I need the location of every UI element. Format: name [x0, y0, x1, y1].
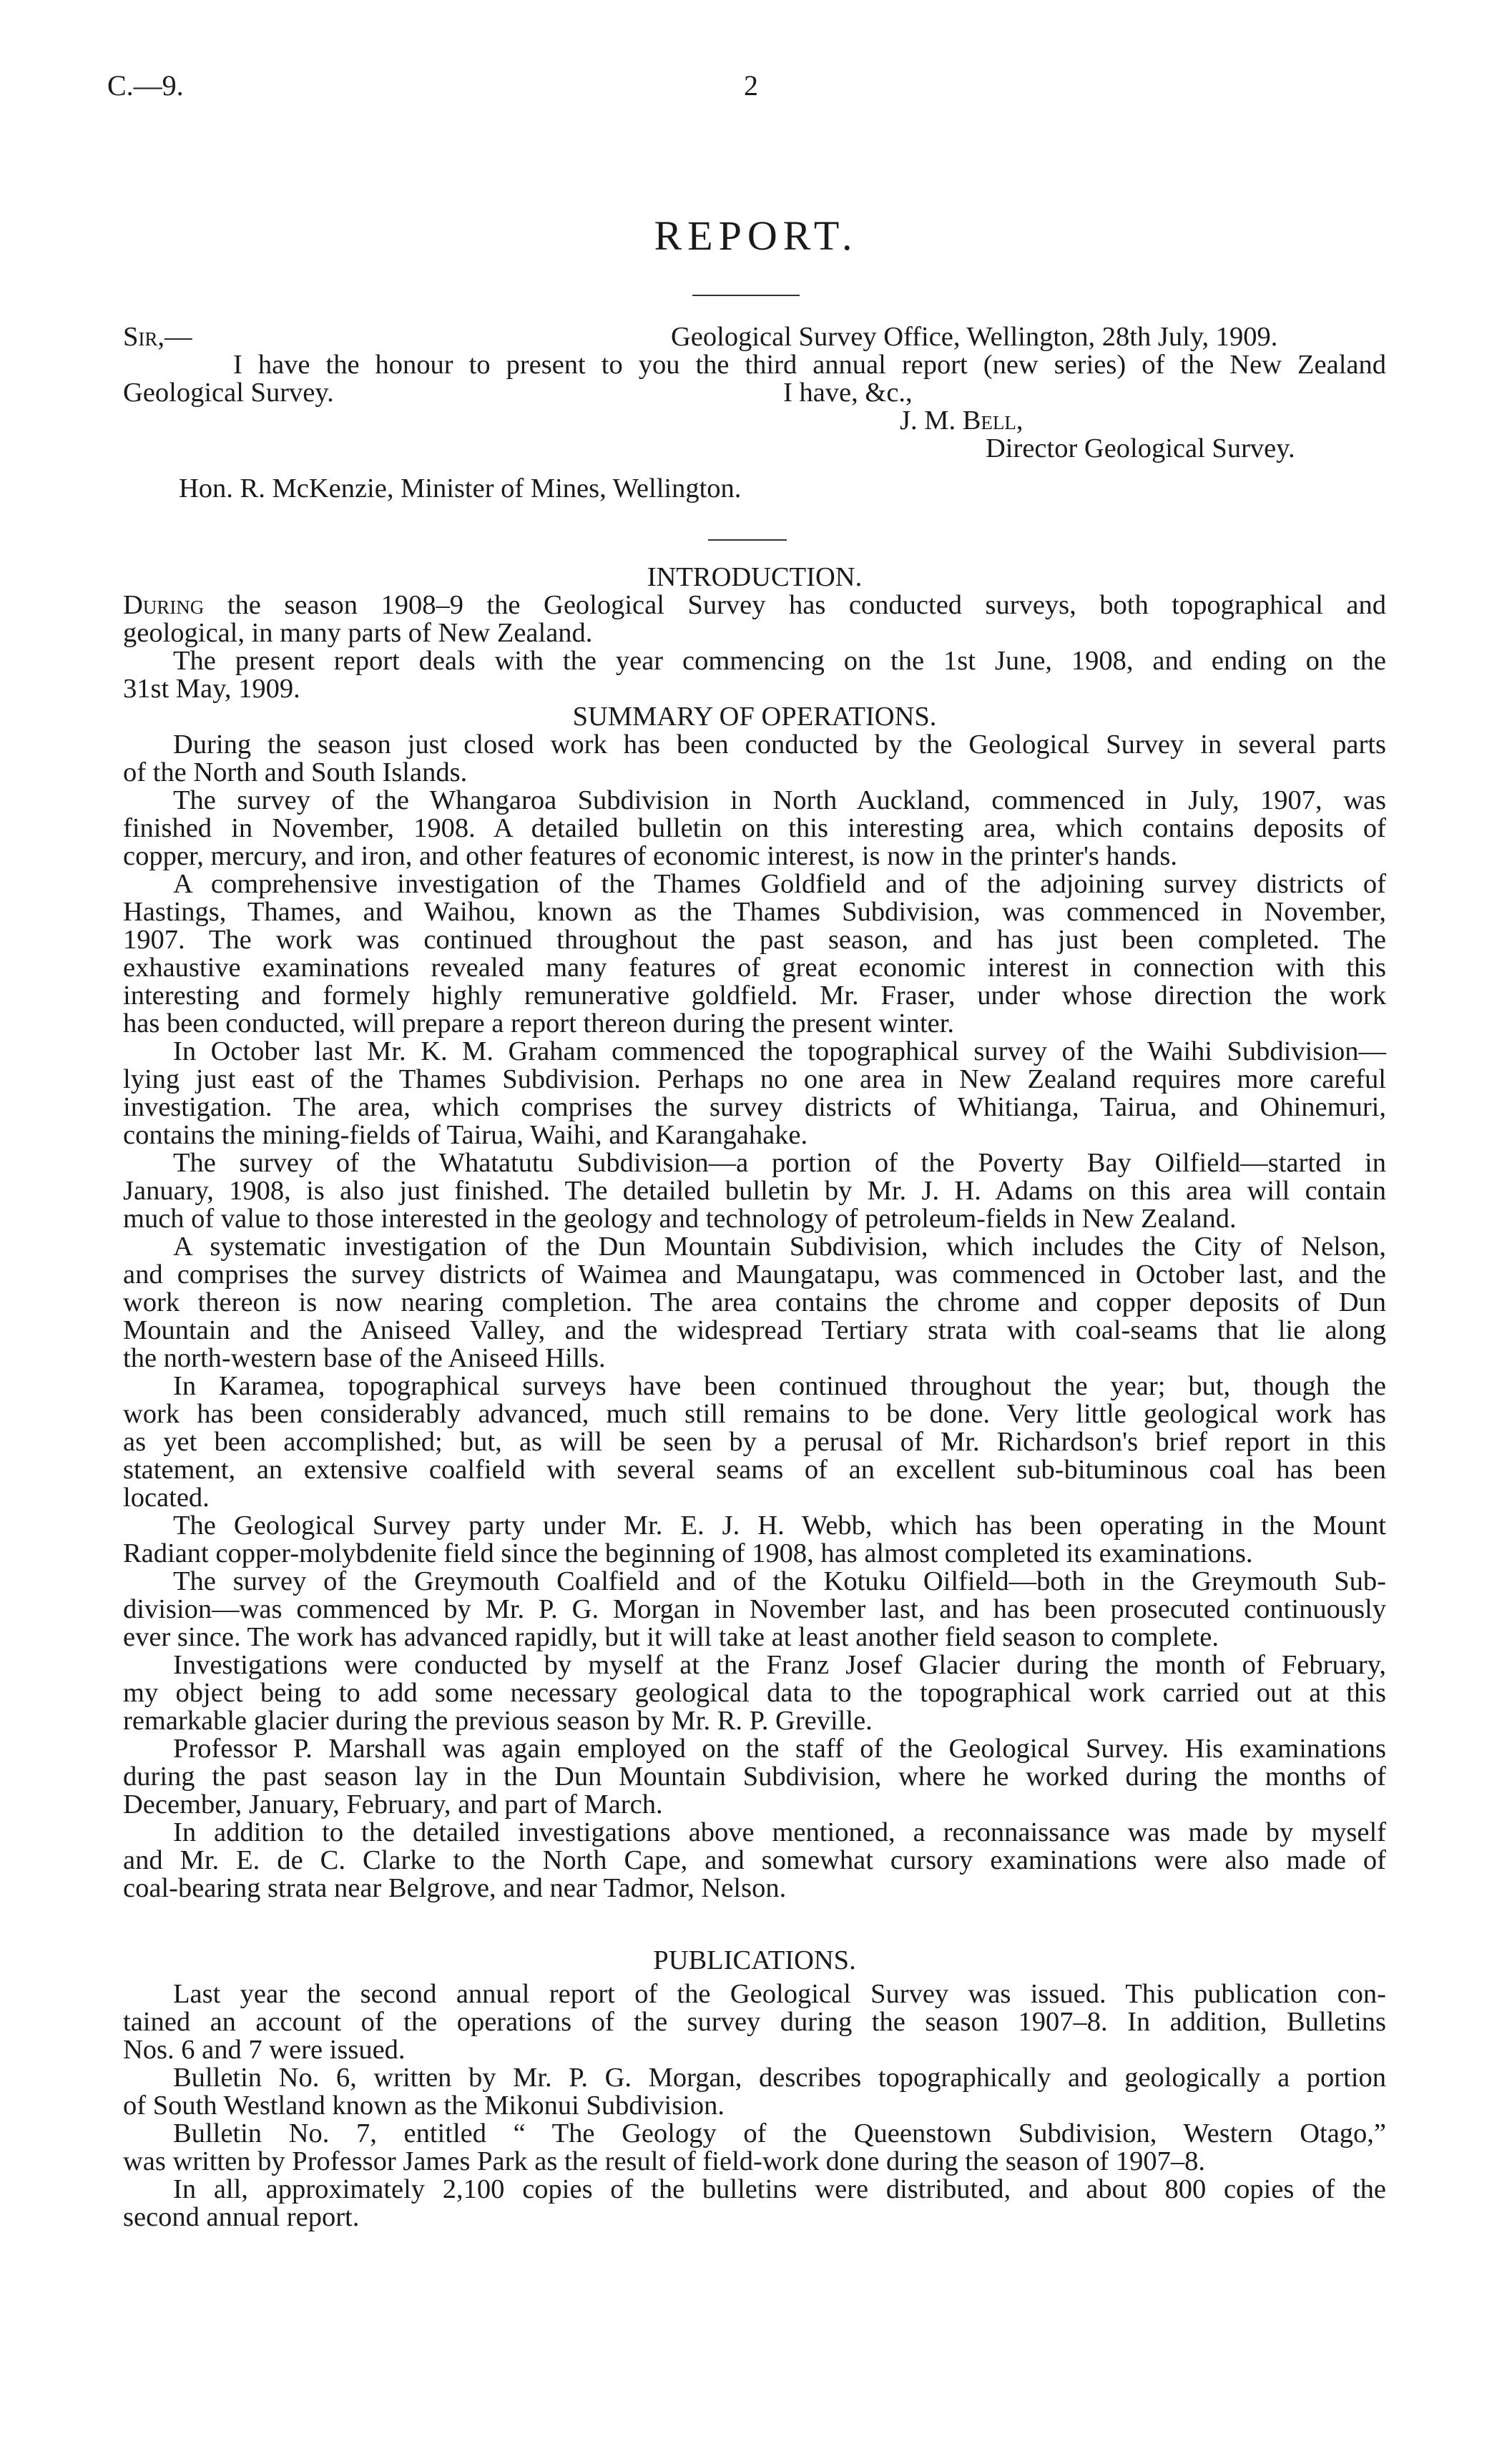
- text-line: Mountain and the Aniseed Valley, and the widespread Tertiary strata with coal-seams that lie along: [123, 1315, 1386, 1345]
- text-line: contains the mining-fields of Tairua, Waihi, and Karangahake.: [123, 1120, 808, 1150]
- text-line: The survey of the Greymouth Coalfield and of the Kotuku Oilfield—both in the Greymouth Sub-: [173, 1566, 1386, 1596]
- text-line: 1907. The work was continued throughout the past season, and has just been completed. The: [123, 925, 1386, 955]
- text-line: much of value to those interested in the geology and technology of petroleum-fields in New Zealand.: [123, 1204, 1237, 1234]
- summary-heading: SUMMARY OF OPERATIONS.: [572, 702, 937, 732]
- letter-closing: I have, &c.,: [783, 378, 913, 408]
- text-line: and Mr. E. de C. Clarke to the North Cape, and somewhat cursory examinations were also made of: [123, 1845, 1386, 1875]
- page-number: 2: [744, 69, 758, 102]
- text-line: statement, an extensive coalfield with several seams of an excellent sub-bituminous coal has been: [123, 1455, 1386, 1485]
- report-body: [123, 564, 1386, 2231]
- report-reference: C.—9.: [107, 69, 184, 102]
- text-line: The survey of the Whangaroa Subdivision in North Auckland, commenced in July, 1907, was: [173, 785, 1386, 815]
- text-line: my object being to add some necessary geological data to the topographical work carried out at this: [123, 1678, 1386, 1708]
- text-line: exhaustive examinations revealed many features of great economic interest in connection with this: [123, 953, 1386, 983]
- publications-heading: PUBLICATIONS.: [653, 1945, 856, 1975]
- text-line: During the season 1908–9 the Geological Survey has conducted surveys, both topographical and: [123, 590, 1386, 620]
- summary-lines: [123, 731, 1386, 1902]
- text-line: remarkable glacier during the previous season by Mr. R. P. Greville.: [123, 1706, 873, 1736]
- text-line: work has been considerably advanced, much still remains to be done. Very little geological work has: [123, 1399, 1386, 1429]
- text-line: of the North and South Islands.: [123, 757, 468, 787]
- text-line: In Karamea, topographical surveys have been continued throughout the year; but, though the: [173, 1371, 1386, 1401]
- text-line: has been conducted, will prepare a report thereon during the present winter.: [123, 1008, 955, 1038]
- text-line: of South Westland known as the Mikonui Subdivision.: [123, 2091, 725, 2121]
- letter-divider: [708, 539, 787, 541]
- title-divider: [692, 295, 800, 296]
- text-line: ever since. The work has advanced rapidly, but it will take at least another field season to complete.: [123, 1622, 1219, 1652]
- letter-salutation: Sir,—: [123, 322, 192, 352]
- letter-body-line-2: Geological Survey.: [123, 378, 334, 408]
- letter-body-line-1: I have the honour to present to you the third annual report (new series) of the New Zealand: [233, 350, 1386, 380]
- text-line: and comprises the survey districts of Waimea and Maungatapu, was commenced in October last, and the: [123, 1259, 1386, 1290]
- letter-dateline: Geological Survey Office, Wellington, 28th July, 1909.: [671, 322, 1278, 352]
- text-line: A comprehensive investigation of the Thames Goldfield and of the adjoining survey districts of: [173, 869, 1386, 899]
- publications-lines: [123, 1980, 1386, 2231]
- letter-signatory: J. M. Bell,: [900, 406, 1023, 436]
- text-line: The Geological Survey party under Mr. E. J. H. Webb, which has been operating in the Mount: [173, 1511, 1386, 1541]
- report-title: REPORT.: [654, 212, 858, 259]
- text-line: 31st May, 1909.: [123, 674, 300, 704]
- text-line: Professor P. Marshall was again employed on the staff of the Geological Survey. His examinations: [173, 1734, 1386, 1764]
- text-line: division—was commenced by Mr. P. G. Morgan in November last, and has been prosecuted continuously: [123, 1594, 1386, 1624]
- text-line: A systematic investigation of the Dun Mountain Subdivision, which includes the City of Nelson,: [173, 1232, 1386, 1262]
- text-line: interesting and formely highly remunerative goldfield. Mr. Fraser, under whose direction the work: [123, 981, 1386, 1011]
- text-line: the north-western base of the Aniseed Hills.: [123, 1343, 606, 1373]
- text-line: January, 1908, is also just finished. The detailed bulletin by Mr. J. H. Adams on this area will contain: [123, 1176, 1386, 1206]
- text-line: finished in November, 1908. A detailed bulletin on this interesting area, which contains deposits of: [123, 813, 1386, 843]
- letter-addressee: Hon. R. McKenzie, Minister of Mines, Wellington.: [179, 473, 742, 504]
- text-line: investigation. The area, which comprises the survey districts of Whitianga, Tairua, and Ohinemuri,: [123, 1092, 1386, 1122]
- text-line: second annual report.: [123, 2202, 360, 2232]
- text-line: In all, approximately 2,100 copies of the bulletins were distributed, and about 800 copies of the: [173, 2174, 1386, 2204]
- text-line: Nos. 6 and 7 were issued.: [123, 2035, 406, 2065]
- text-line: lying just east of the Thames Subdivision. Perhaps no one area in New Zealand requires more careful: [123, 1064, 1386, 1094]
- introduction-heading: INTRODUCTION.: [647, 562, 863, 592]
- text-line: During the season just closed work has been conducted by the Geological Survey in several parts: [173, 730, 1386, 760]
- text-line: geological, in many parts of New Zealand.: [123, 618, 593, 648]
- text-line: coal-bearing strata near Belgrove, and near Tadmor, Nelson.: [123, 1873, 787, 1903]
- text-line: located.: [123, 1483, 210, 1513]
- text-line: during the past season lay in the Dun Mountain Subdivision, where he worked during the months of: [123, 1762, 1386, 1792]
- text-line: Last year the second annual report of the Geological Survey was issued. This publication con-: [173, 1979, 1386, 2009]
- text-line: was written by Professor James Park as the result of field-work done during the season of 1907–8.: [123, 2146, 1205, 2176]
- text-line: work thereon is now nearing completion. The area contains the chrome and copper deposits of Dun: [123, 1287, 1386, 1317]
- text-line: In October last Mr. K. M. Graham commenced the topographical survey of the Waihi Subdivision—: [173, 1036, 1386, 1066]
- text-line: tained an account of the operations of the survey during the season 1907–8. In addition, Bulletins: [123, 2007, 1386, 2037]
- text-line: Bulletin No. 6, written by Mr. P. G. Morgan, describes topographically and geologically a portion: [173, 2063, 1386, 2093]
- text-line: as yet been accomplished; but, as will be seen by a perusal of Mr. Richardson's brief report in this: [123, 1427, 1386, 1457]
- text-line: In addition to the detailed investigations above mentioned, a reconnaissance was made by myself: [173, 1817, 1386, 1847]
- text-line: Radiant copper-molybdenite field since the beginning of 1908, has almost completed its examinations.: [123, 1538, 1253, 1568]
- text-line-rest: the season 1908–9 the Geological Survey has conducted surveys, both topographical and: [227, 590, 1386, 620]
- text-line: The survey of the Whatatutu Subdivision—a portion of the Poverty Bay Oilfield—started in: [173, 1148, 1386, 1178]
- text-line: copper, mercury, and iron, and other features of economic interest, is now in the printer's hands.: [123, 841, 1177, 871]
- letter-signatory-title: Director Geological Survey.: [986, 433, 1295, 463]
- text-line: Investigations were conducted by myself at the Franz Josef Glacier during the month of February,: [173, 1650, 1386, 1680]
- text-line: December, January, February, and part of March.: [123, 1789, 663, 1819]
- text-line: Bulletin No. 7, entitled “ The Geology of the Queenstown Subdivision, Western Otago,”: [173, 2118, 1386, 2148]
- text-line: Hastings, Thames, and Waihou, known as the Thames Subdivision, was commenced in November,: [123, 897, 1386, 927]
- text-line: The present report deals with the year commencing on the 1st June, 1908, and ending on the: [173, 646, 1386, 676]
